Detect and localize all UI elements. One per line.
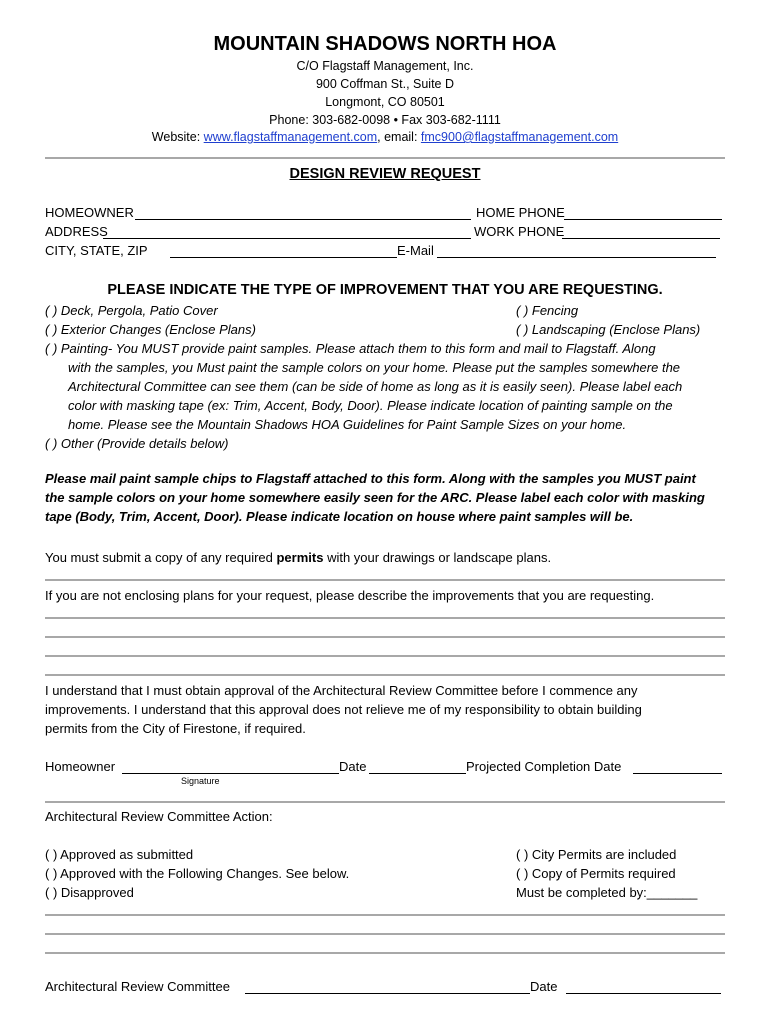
writing-line[interactable] (45, 636, 725, 638)
committee-signature-field[interactable] (245, 993, 530, 994)
work-phone-field[interactable] (562, 238, 720, 239)
committee-date-label: Date (530, 979, 558, 994)
phone-fax: Phone: 303-682-0098 • Fax 303-682-1111 (269, 113, 501, 127)
writing-line[interactable] (45, 579, 725, 581)
describe-prompt: If you are not enclosing plans for your request, please describe the improvements that you are requesting. (45, 588, 655, 603)
homeowner-sign-label: Homeowner (45, 759, 116, 774)
option-landscaping[interactable]: ( ) Landscaping (Enclose Plans) (516, 322, 701, 337)
work-phone-label: WORK PHONE (474, 224, 565, 239)
city-state-zip-label: CITY, STATE, ZIP (45, 243, 148, 258)
mail-notice: the sample colors on your home somewhere easily seen for the ARC. Please label each color with masking (45, 490, 705, 505)
permits-note: You must submit a copy of any required permits with your drawings or landscape plans. (45, 550, 552, 565)
address-label: ADDRESS (45, 224, 108, 239)
home-phone-field[interactable] (564, 219, 722, 220)
email-label: , email: (377, 130, 421, 144)
option-copy-permits[interactable]: ( ) Copy of Permits required (516, 866, 676, 881)
city-address: Longmont, CO 80501 (325, 95, 445, 109)
homeowner-signature-field[interactable] (122, 773, 339, 774)
homeowner-field[interactable] (135, 219, 471, 220)
home-phone-label: HOME PHONE (476, 205, 565, 220)
writing-line[interactable] (45, 617, 725, 619)
website-email-line (0, 128, 770, 146)
email-label-field: E-Mail (397, 243, 434, 258)
projected-completion-field[interactable] (633, 773, 722, 774)
option-exterior[interactable]: ( ) Exterior Changes (Enclose Plans) (45, 322, 256, 337)
writing-line[interactable] (45, 952, 725, 954)
mail-notice: tape (Body, Trim, Accent, Door). Please indicate location on house where paint samples will be. (45, 509, 634, 524)
signature-caption: Signature (181, 776, 220, 786)
website-link[interactable]: www.flagstaffmanagement.com (203, 130, 378, 144)
street-address: 900 Coffman St., Suite D (315, 77, 455, 91)
committee-label: Architectural Review Committee (45, 979, 230, 994)
email-link[interactable]: fmc900@flagstaffmanagement.com (420, 130, 619, 144)
divider (45, 801, 725, 803)
painting-text: with the samples, you Must paint the sample colors on your home. Please put the samples somewhere the (68, 360, 681, 375)
option-disapproved[interactable]: ( ) Disapproved (45, 885, 134, 900)
permits-bold: permits (276, 550, 324, 565)
option-other[interactable]: ( ) Other (Provide details below) (45, 436, 229, 451)
city-state-zip-field[interactable] (170, 257, 397, 258)
writing-line[interactable] (45, 655, 725, 657)
option-approved-changes[interactable]: ( ) Approved with the Following Changes. See below. (45, 866, 350, 881)
painting-text: home. Please see the Mountain Shadows HOA Guidelines for Paint Sample Sizes on your home. (68, 417, 627, 432)
option-city-permits[interactable]: ( ) City Permits are included (516, 847, 677, 862)
option-approved[interactable]: ( ) Approved as submitted (45, 847, 194, 862)
website-label: Website: (151, 130, 204, 144)
writing-line[interactable] (45, 674, 725, 676)
homeowner-label: HOMEOWNER (45, 205, 134, 220)
improvement-heading: PLEASE INDICATE THE TYPE OF IMPROVEMENT THAT YOU ARE REQUESTING. (107, 282, 663, 298)
writing-line[interactable] (45, 933, 725, 935)
date-field[interactable] (369, 773, 466, 774)
arc-action-label: Architectural Review Committee Action: (45, 809, 273, 824)
option-fencing[interactable]: ( ) Fencing (516, 303, 579, 318)
option-deck[interactable]: ( ) Deck, Pergola, Patio Cover (45, 303, 218, 318)
mail-notice: Please mail paint sample chips to Flagstaff attached to this form. Along with the samples you MUST paint (45, 471, 696, 486)
understanding-text: permits from the City of Firestone, if required. (45, 721, 306, 736)
writing-line[interactable] (45, 914, 725, 916)
divider (45, 157, 725, 159)
org-title: MOUNTAIN SHADOWS NORTH HOA (213, 33, 557, 55)
painting-text: color with masking tape (ex: Trim, Accent, Body, Door). Please indicate location of painting sample on the (68, 398, 673, 413)
form-title: DESIGN REVIEW REQUEST (289, 166, 481, 182)
understanding-text: improvements. I understand that this approval does not relieve me of my responsibility to obtain building (45, 702, 642, 717)
email-field[interactable] (437, 257, 716, 258)
committee-date-field[interactable] (566, 993, 721, 994)
understanding-text: I understand that I must obtain approval of the Architectural Review Committee before I commence any (45, 683, 638, 698)
projected-completion-label: Projected Completion Date (466, 759, 622, 774)
care-of: C/O Flagstaff Management, Inc. (296, 59, 474, 73)
option-painting[interactable]: ( ) Painting- You MUST provide paint samples. Please attach them to this form and mail to Flagstaff. Along (45, 341, 656, 356)
date-label: Date (339, 759, 367, 774)
painting-text: Architectural Committee can see them (can be side of home as long as it is easily seen). Please label each (68, 379, 683, 394)
address-field[interactable] (103, 238, 471, 239)
must-complete-by[interactable]: Must be completed by:_______ (516, 885, 698, 900)
